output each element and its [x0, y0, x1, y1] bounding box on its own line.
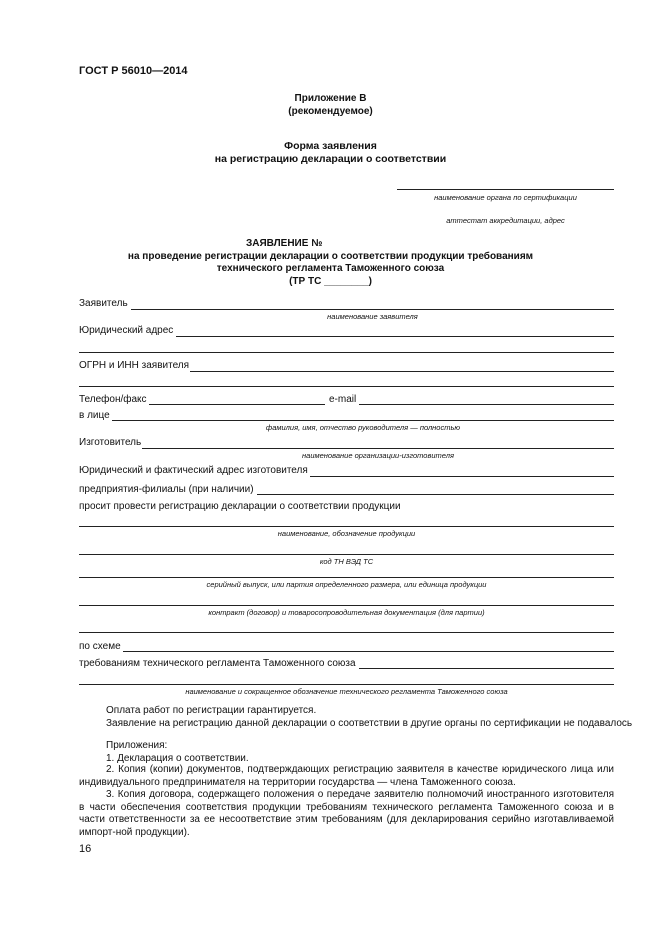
statement-line-3: (ТР ТС ________) — [289, 276, 372, 287]
scheme-label: по схеме — [79, 641, 121, 652]
manufacturer-field[interactable] — [142, 448, 614, 449]
certification-body-line[interactable] — [397, 189, 614, 190]
form-title: Форма заявления — [284, 140, 377, 152]
legal-address-field-2[interactable] — [79, 352, 614, 353]
hs-code-field[interactable] — [79, 554, 614, 555]
request-label: просит провести регистрацию декларации о соответствии продукции — [79, 501, 401, 512]
branches-field[interactable] — [257, 494, 614, 495]
annex-type: (рекомендуемое) — [288, 106, 373, 117]
product-caption: наименование, обозначение продукции — [277, 529, 416, 538]
phone-label: Телефон/факс — [79, 394, 147, 405]
statement-line-2: технического регламента Таможенного союза — [216, 263, 445, 274]
accreditation-caption: аттестат аккредитации, адрес — [446, 216, 565, 225]
certification-body-caption: наименование органа по сертификации — [434, 193, 577, 202]
contract-field[interactable] — [79, 605, 614, 606]
requirements-label: требованиям технического регламента Таможенного союза — [79, 658, 356, 669]
requirements-field[interactable] — [359, 668, 614, 669]
serial-field[interactable] — [79, 577, 614, 578]
legal-address-field[interactable] — [176, 336, 614, 337]
annex-title: Приложение В — [294, 93, 367, 104]
regulation-caption: наименование и сокращенное обозначение технического регламента Таможенного союза — [185, 687, 508, 696]
applicant-label: Заявитель — [79, 298, 128, 309]
applicant-caption: наименование заявителя — [327, 312, 418, 321]
branches-label: предприятия-филиалы (при наличии) — [79, 484, 254, 495]
legal-address-label: Юридический адрес — [79, 325, 174, 336]
manufacturer-address-label: Юридический и фактический адрес изготовителя — [79, 465, 308, 476]
attachment-item-2: 2. Копия (копии) документов, подтверждающих регистрацию заявителя в качестве юридического лица или индивидуального предпринимателя на территории государства — члена Таможенного союза. — [79, 764, 614, 788]
statement-title: ЗАЯВЛЕНИЕ № — [246, 238, 323, 249]
applicant-field[interactable] — [131, 309, 614, 310]
person-field[interactable] — [112, 420, 614, 421]
hs-code-caption: код ТН ВЭД ТС — [319, 557, 374, 566]
product-field[interactable] — [79, 526, 614, 527]
not-submitted-note: Заявление на регистрацию данной декларации о соответствии в другие органы по сертификации не подавалось — [106, 718, 633, 729]
ogrn-label: ОГРН и ИНН заявителя — [79, 360, 190, 371]
regulation-field[interactable] — [79, 684, 614, 685]
manufacturer-caption: наименование организации-изготовителя — [302, 451, 454, 460]
attachment-item-3: 3. Копия договора, содержащего положения о передаче заявителю полномочий иностранного изготовителя в части обеспечения соответствия продукции требованиям технического регламента Таможенного союза и в части ответственности за ее несоответствие этим требованиям (для декларирования серийно изготавливаемой импорт-ной продукции). — [79, 789, 614, 838]
contract-caption: контракт (договор) и товаросопроводительная документация (для партии) — [208, 608, 485, 617]
payment-note: Оплата работ по регистрации гарантируется. — [106, 705, 317, 716]
scheme-field[interactable] — [123, 651, 614, 652]
manufacturer-address-field[interactable] — [310, 476, 614, 477]
statement-line-1: на проведение регистрации декларации о соответствии продукции требованиям — [127, 251, 534, 262]
email-label: e-mail — [329, 394, 357, 405]
ogrn-field[interactable] — [190, 371, 614, 372]
form-subtitle: на регистрацию декларации о соответствии — [214, 153, 447, 165]
page-number: 16 — [79, 843, 92, 855]
manufacturer-label: Изготовитель — [79, 437, 142, 448]
phone-field[interactable] — [149, 404, 325, 405]
attachments-title: Приложения: — [106, 740, 168, 751]
person-label: в лице — [79, 410, 110, 421]
standard-number: ГОСТ Р 56010—2014 — [79, 65, 188, 77]
email-field[interactable] — [359, 404, 614, 405]
person-caption: фамилия, имя, отчество руководителя — полностью — [265, 423, 461, 432]
serial-caption: серийный выпуск, или партия определенного размера, или единица продукции — [206, 580, 487, 589]
attachment-item-1: 1. Декларация о соответствии. — [106, 753, 249, 764]
ogrn-field-2[interactable] — [79, 386, 614, 387]
blank-field[interactable] — [79, 632, 614, 633]
